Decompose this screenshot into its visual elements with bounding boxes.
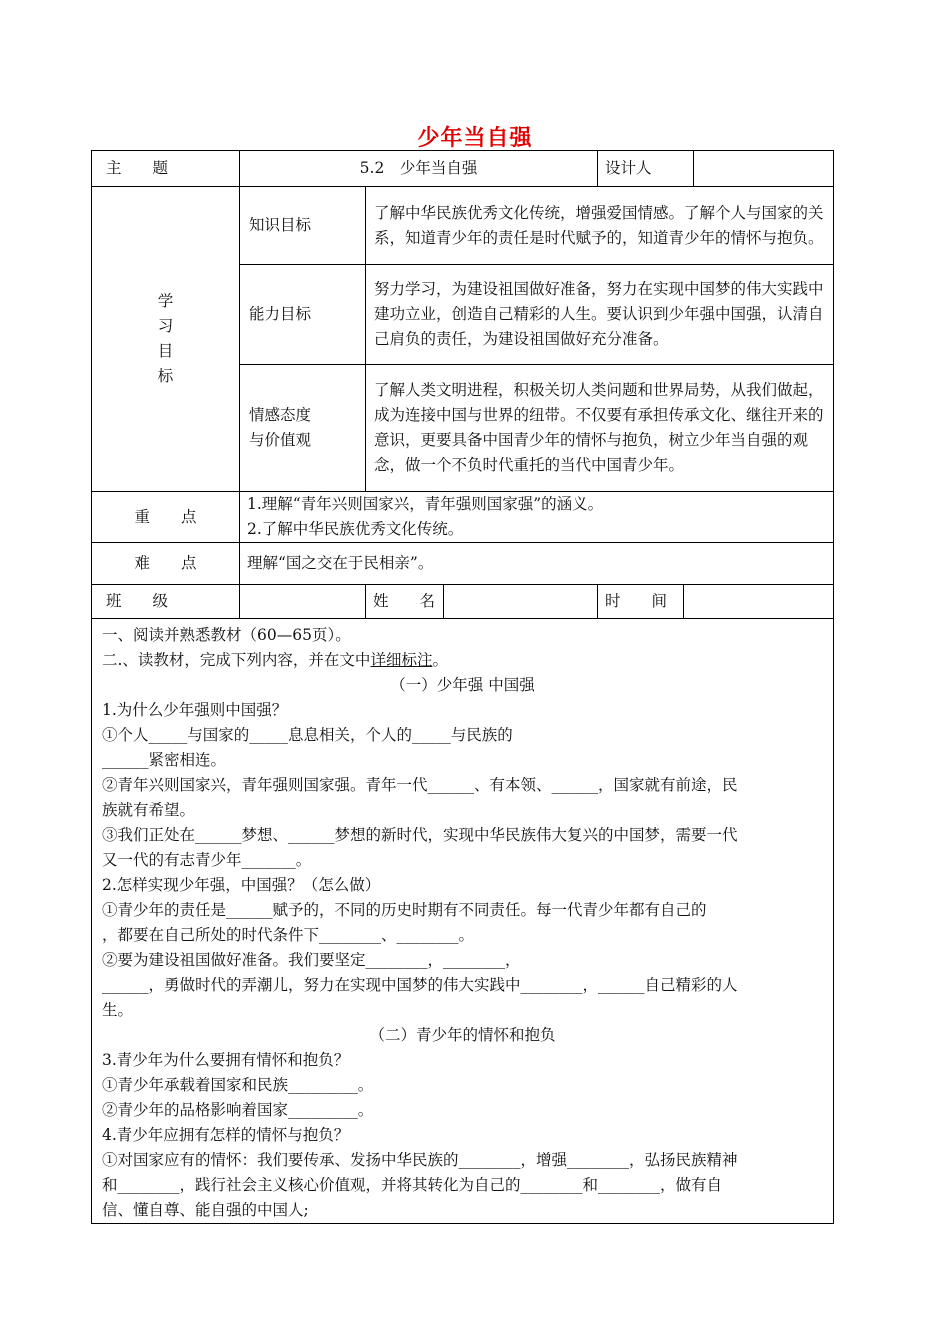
emotion-goal-label	[240, 365, 366, 492]
key-points-content	[240, 492, 834, 543]
difficulty-text: 理解“国之交在于民相亲”。	[240, 543, 834, 585]
class-label: 班 级	[92, 585, 240, 619]
step-2-underlined: 详细标注	[370, 651, 433, 669]
q2-answer-1-line2: ，都要在自己所处的时代条件下________、________。	[102, 926, 475, 944]
q2-answer-1-line1: ①青少年的责任是______赋予的，不同的历史时期有不同责任。每一代青少年都有自己的	[102, 901, 707, 919]
emotion-goal-label-line2: 与价值观	[249, 431, 312, 449]
time-label: 时 间	[598, 585, 684, 619]
step-1: 一、阅读并熟悉教材（60—65页）。	[102, 626, 351, 644]
study-content	[92, 619, 834, 1224]
q2-answer-2-line2: ______，勇做时代的弄潮儿，努力在实现中国梦的伟大实践中________，______自己精彩的人	[102, 976, 738, 994]
subject-label: 主 题	[92, 151, 240, 187]
q1-answer-1-line2: ______紧密相连。	[102, 751, 227, 769]
key-points-row	[92, 492, 834, 543]
subject-value: 5.2 少年当自强	[240, 151, 598, 187]
section-1-title: （一）少年强 中国强	[390, 676, 535, 694]
q2-answer-2-line3: 生。	[102, 1001, 134, 1019]
name-value[interactable]	[444, 585, 598, 619]
emotion-goal-label-line1: 情感态度	[249, 406, 312, 424]
q4-answer-1-line3: 信、懂自尊、能自强的中国人;	[102, 1201, 309, 1219]
knowledge-goal-label: 知识目标	[240, 187, 366, 265]
name-label: 姓 名	[366, 585, 444, 619]
q1-answer-3-line2: 又一代的有志青少年_______。	[102, 851, 312, 869]
document-title: 少年当自强	[417, 126, 533, 151]
q1-answer-1-line1: ①个人_____与国家的_____息息相关，个人的_____与民族的	[102, 726, 513, 744]
designer-value[interactable]	[694, 151, 834, 187]
section-2-title: （二）青少年的情怀和抱负	[369, 1026, 556, 1044]
step-2-suffix: 。	[432, 651, 448, 669]
q3-answer-1: ①青少年承载着国家和民族_________。	[102, 1076, 374, 1094]
question-2: 2.怎样实现少年强，中国强？（怎么做）	[102, 876, 381, 894]
goals-char-1: 学	[157, 292, 174, 310]
study-content-row	[92, 619, 834, 1224]
question-1: 1.为什么少年强则中国强？	[102, 701, 288, 719]
q1-answer-2-line2: 族就有希望。	[102, 801, 196, 819]
learning-goals-label	[92, 187, 240, 492]
difficulty-label: 难 点	[92, 543, 240, 585]
time-value[interactable]	[684, 585, 834, 619]
designer-label: 设计人	[598, 151, 694, 187]
step-2-prefix: 二.、读教材，完成下列内容，并在文中	[102, 651, 371, 669]
key-point-2: 2.了解中华民族优秀文化传统。	[247, 520, 464, 538]
class-value[interactable]	[240, 585, 366, 619]
knowledge-goal-text: 了解中华民族优秀文化传统，增强爱国情感。了解个人与国家的关系，知道青少年的责任是时代赋予的，知道青少年的情怀与抱负。	[366, 187, 834, 265]
student-info-row	[92, 585, 834, 619]
ability-goal-label: 能力目标	[240, 265, 366, 365]
key-points-label: 重 点	[92, 492, 240, 543]
question-3: 3.青少年为什么要拥有情怀和抱负？	[102, 1051, 350, 1069]
goals-char-2: 习	[157, 317, 174, 335]
lesson-plan-table	[91, 150, 834, 1224]
step-2	[102, 648, 823, 673]
q4-answer-1-line1: ①对国家应有的情怀：我们要传承、发扬中华民族的________，增强________，弘扬民族精神	[102, 1151, 738, 1169]
q4-answer-1-line2: 和________，践行社会主义核心价值观，并将其转化为自己的________和________，做有自	[102, 1176, 723, 1194]
difficulty-row	[92, 543, 834, 585]
goals-char-3: 目	[157, 342, 174, 360]
knowledge-goal-row	[92, 187, 834, 265]
emotion-goal-text: 了解人类文明进程，积极关切人类问题和世界局势，从我们做起，成为连接中国与世界的纽带。不仅要有承担传承文化、继往开来的意识，更要具备中国青少年的情怀与抱负，树立少年当自强的观念，做一个不负时代重托的当代中国青少年。	[366, 365, 834, 492]
q1-answer-2-line1: ②青年兴则国家兴，青年强则国家强。青年一代______、有本领、______，国家就有前途，民	[102, 776, 738, 794]
question-4: 4.青少年应拥有怎样的情怀与抱负？	[102, 1126, 350, 1144]
subject-row	[92, 151, 834, 187]
key-point-1: 1.理解“青年兴则国家兴，青年强则国家强”的涵义。	[247, 495, 604, 513]
q2-answer-2-line1: ②要为建设祖国做好准备。我们要坚定________，________，	[102, 951, 521, 969]
goals-char-4: 标	[157, 367, 174, 385]
q3-answer-2: ②青少年的品格影响着国家_________。	[102, 1101, 374, 1119]
q1-answer-3-line1: ③我们正处在______梦想、______梦想的新时代，实现中华民族伟大复兴的中国梦，需要一代	[102, 826, 738, 844]
ability-goal-text: 努力学习，为建设祖国做好准备，努力在实现中国梦的伟大实践中建功立业，创造自己精彩的人生。要认识到少年强中国强，认清自己肩负的责任，为建设祖国做好充分准备。	[366, 265, 834, 365]
